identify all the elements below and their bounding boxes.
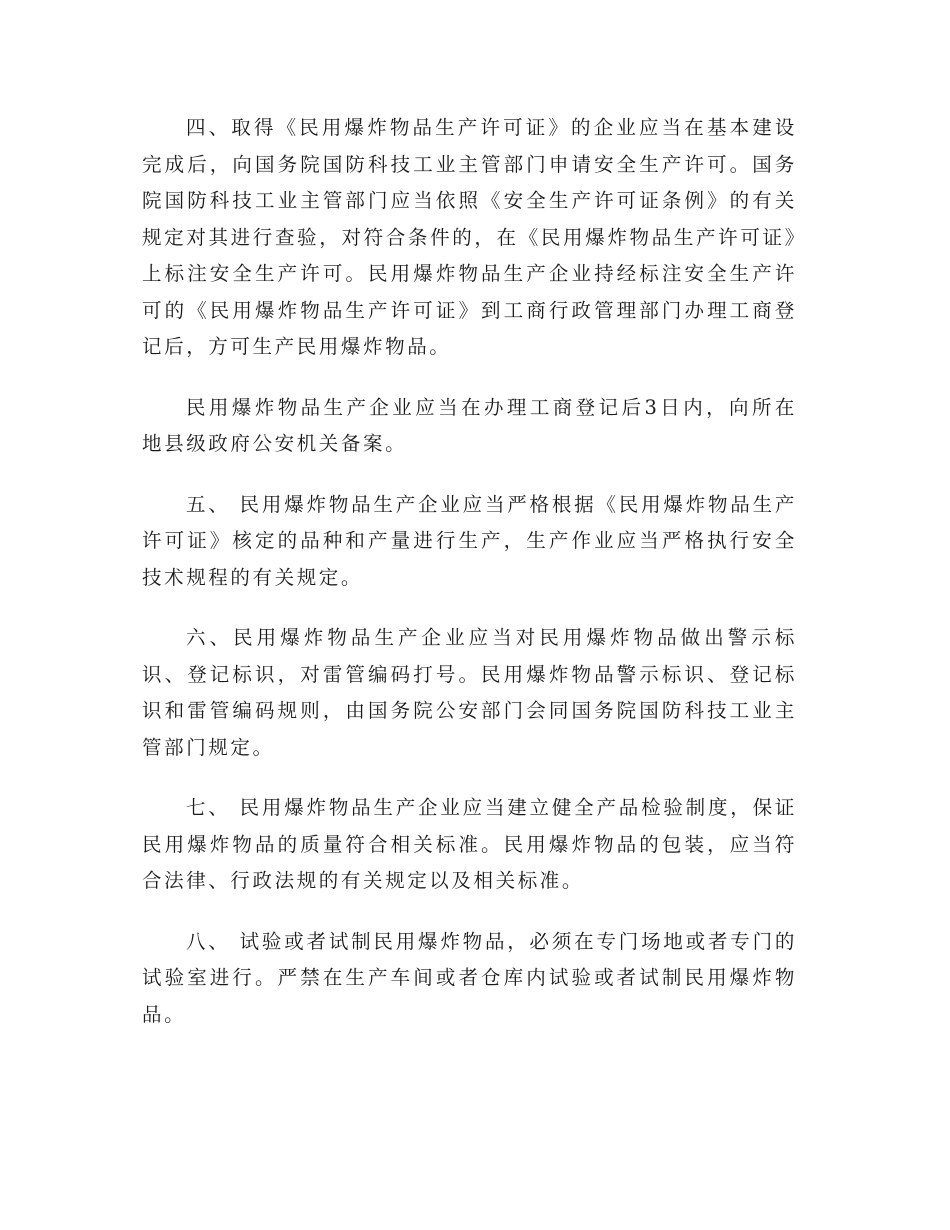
paragraph-four: 四、取得《民用爆炸物品生产许可证》的企业应当在基本建设完成后，向国务院国防科技工业主管部门申请安全生产许可。国务院国防科技工业主管部门应当依照《安全生产许可证条例》的有关规定对其进行查验，对符合条件的，在《民用爆炸物品生产许可证》上标注安全生产许可。民用爆炸物品生产企业持经标注安全生产许可的《民用爆炸物品生产许可证》到工商行政管理部门办理工商登记后，方可生产民用爆炸物品。 bbox=[142, 116, 797, 358]
paragraph-four-filing: 民用爆炸物品生产企业应当在办理工商登记后3日内，向所在地县级政府公安机关备案。 bbox=[142, 395, 797, 455]
document-page bbox=[142, 110, 797, 1057]
paragraph-five: 五、 民用爆炸物品生产企业应当严格根据《民用爆炸物品生产许可证》核定的品种和产量进行生产，生产作业应当严格执行安全技术规程的有关规定。 bbox=[142, 492, 797, 589]
paragraph-eight: 八、 试验或者试制民用爆炸物品，必须在专门场地或者专门的试验室进行。严禁在生产车间或者仓库内试验或者试制民用爆炸物品。 bbox=[142, 929, 797, 1026]
paragraph-six: 六、民用爆炸物品生产企业应当对民用爆炸物品做出警示标识、登记标识，对雷管编码打号。民用爆炸物品警示标识、登记标识和雷管编码规则，由国务院公安部门会同国务院国防科技工业主管部门规定。 bbox=[142, 626, 797, 759]
paragraph-seven: 七、 民用爆炸物品生产企业应当建立健全产品检验制度，保证民用爆炸物品的质量符合相关标准。民用爆炸物品的包装，应当符合法律、行政法规的有关规定以及相关标准。 bbox=[142, 796, 797, 892]
